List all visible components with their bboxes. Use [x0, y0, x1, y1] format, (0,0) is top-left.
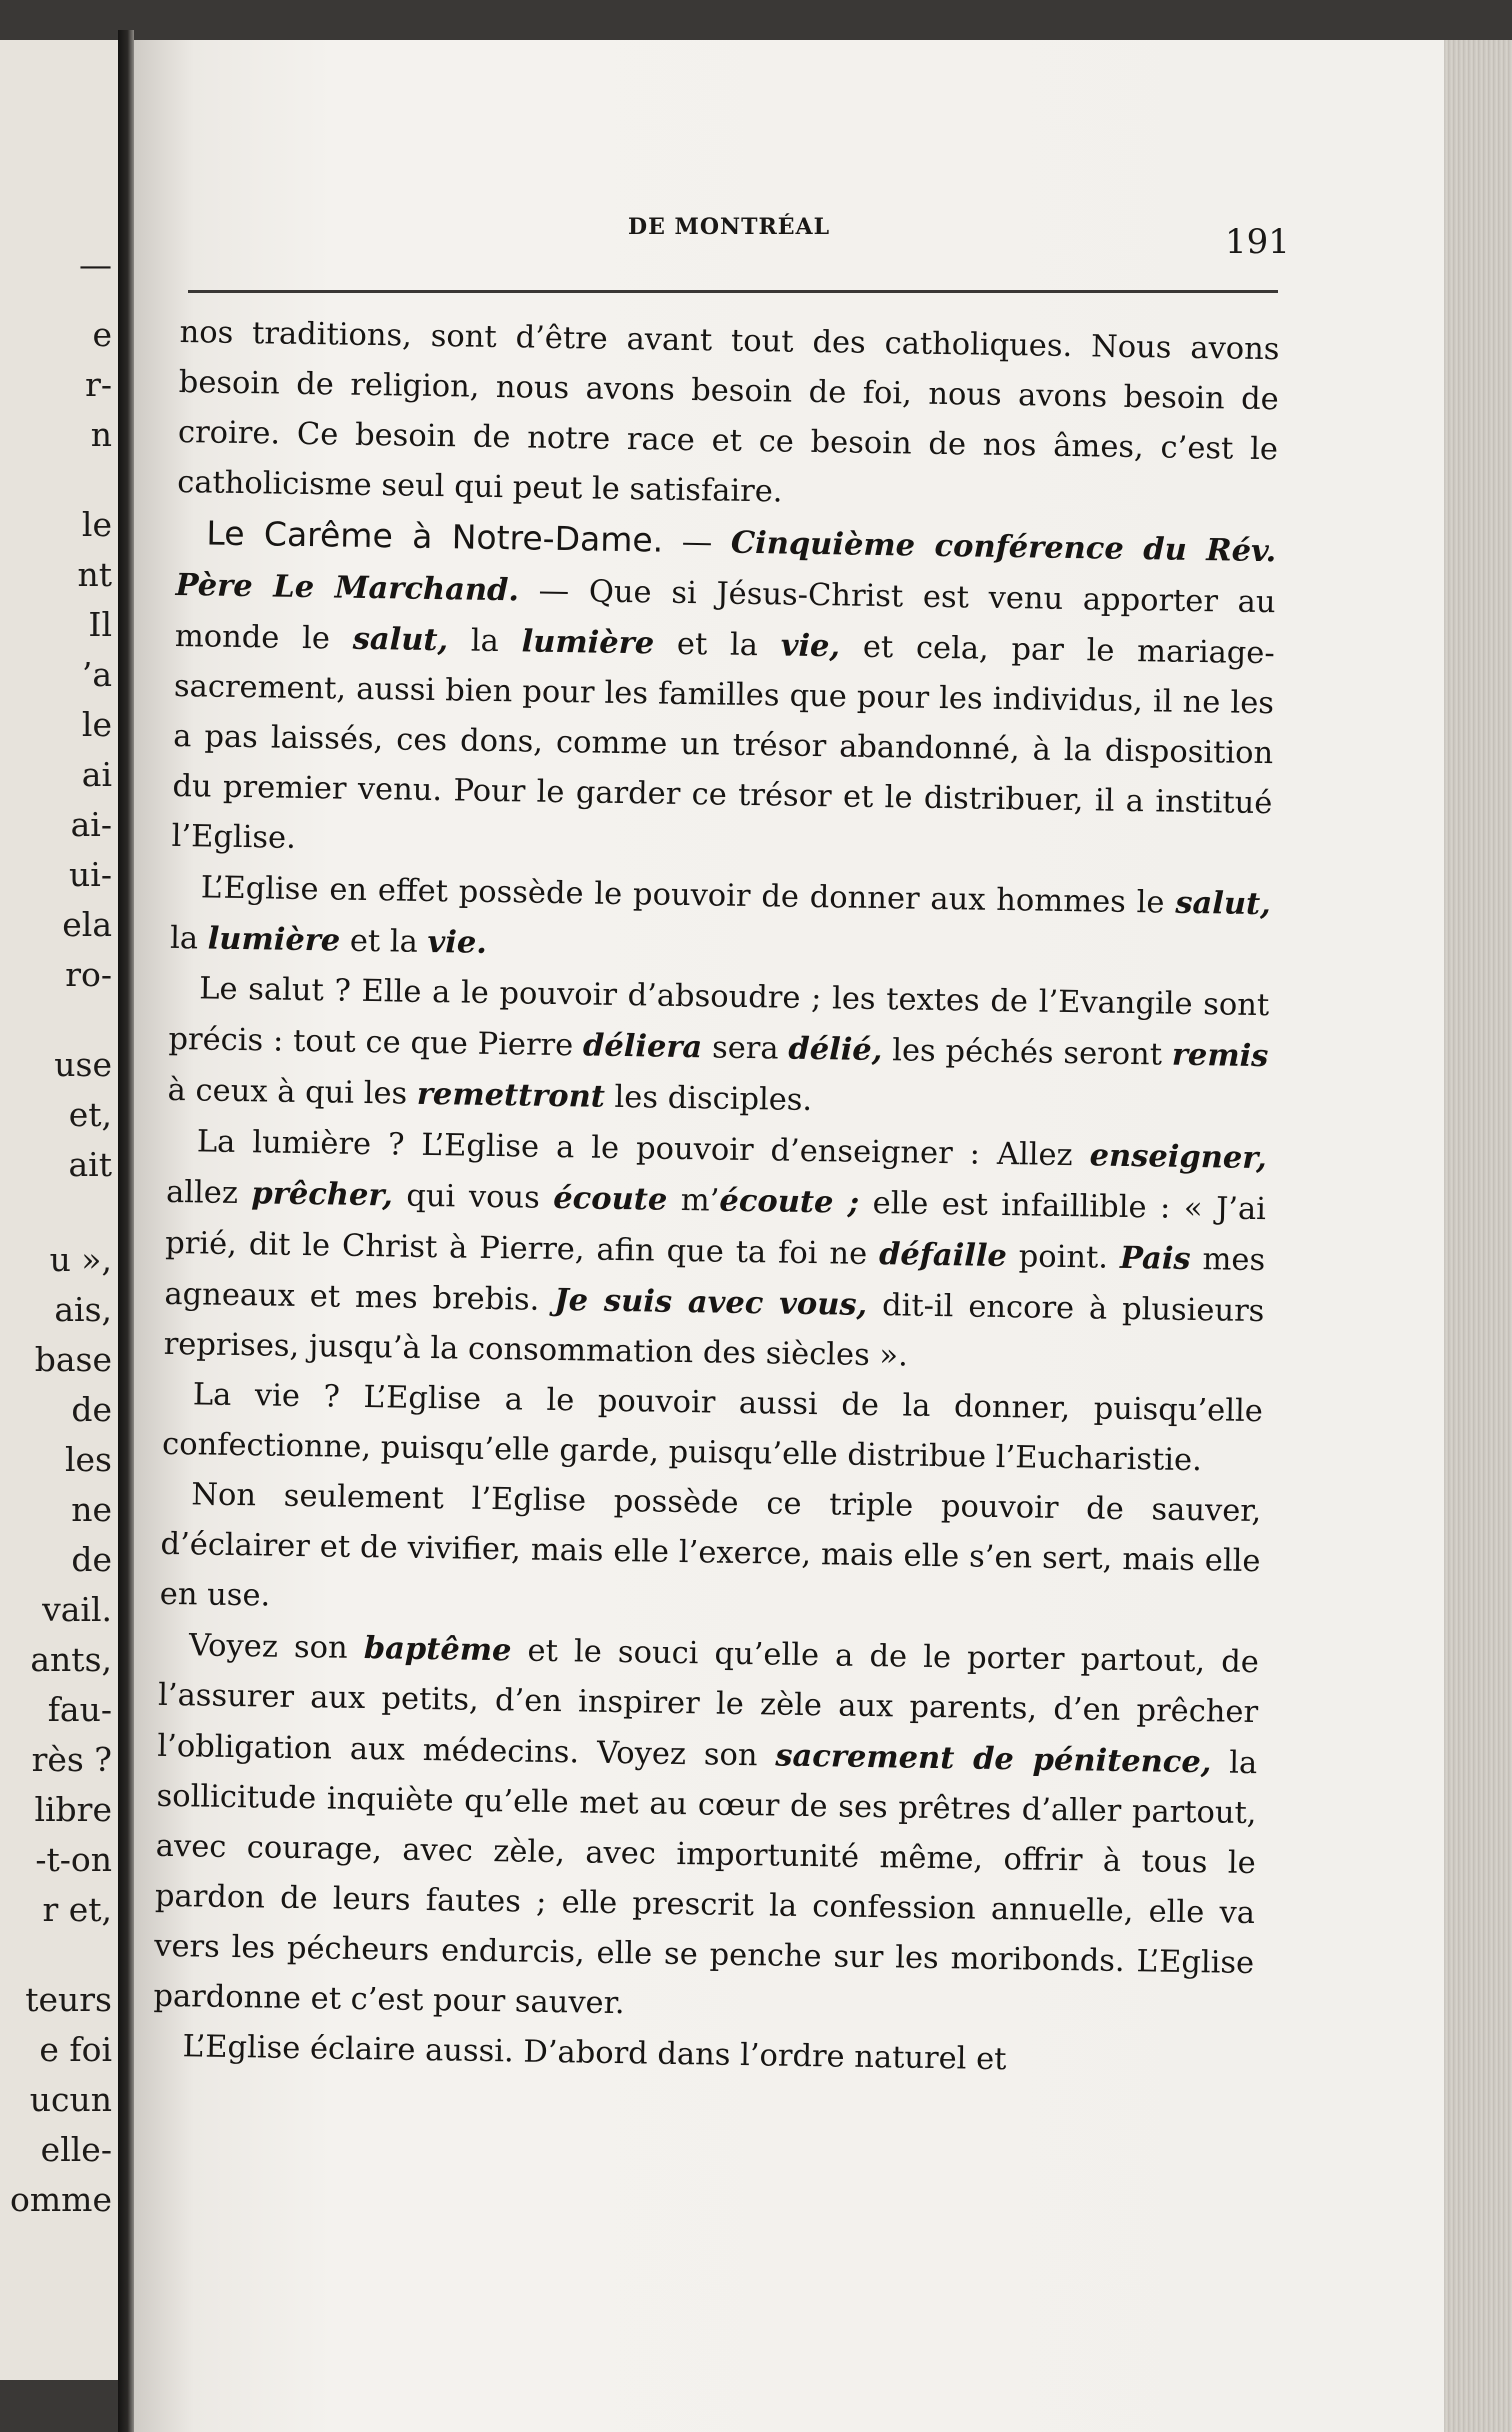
section-heading: Le Carême à Notre-Dame.	[206, 513, 664, 560]
left-page-fragment: libre	[34, 1790, 112, 1829]
left-page-fragment: ai	[81, 755, 112, 794]
left-page-fragment: ne	[71, 1490, 112, 1529]
text-run: la	[447, 623, 522, 660]
left-page-fragment: elle-	[40, 2130, 112, 2169]
page-body	[152, 308, 1280, 2089]
left-page-fragment: teurs	[25, 1980, 112, 2019]
emphasis: lumière	[207, 920, 341, 959]
left-page-fragment: ro-	[65, 955, 112, 994]
emphasis: remis	[1171, 1036, 1269, 1075]
left-page-fragment: ai-	[70, 805, 112, 844]
text-run: et la	[339, 923, 428, 960]
left-page-fragment: le	[81, 505, 112, 544]
page-edge	[1444, 40, 1512, 2432]
emphasis: enseigner,	[1089, 1137, 1268, 1177]
text-run: les disciples.	[604, 1079, 813, 1119]
left-page-fragment: ucun	[29, 2080, 112, 2119]
text-run: — Que si Jésus-Christ est venu apporter au monde le	[174, 573, 1276, 657]
left-page-fragment: de	[71, 1540, 112, 1579]
emphasis: vie.	[427, 923, 488, 961]
emphasis: Pais	[1119, 1239, 1191, 1277]
left-page-fragment: u »,	[49, 1240, 112, 1279]
text-run: la	[169, 920, 209, 957]
left-page-fragment: -t-on	[35, 1840, 112, 1879]
paragraph: La vie ? L’Eglise a le pouvoir aussi de la donner, puisqu’elle confectionne, puisqu’elle garde, puisqu’elle distribue l’Eucharistie.	[161, 1377, 1264, 1479]
emphasis: déliera	[582, 1027, 703, 1066]
text-run: L’Eglise en effet possède le pouvoir de donner aux hommes le	[200, 870, 1176, 921]
left-page-fragment: vail.	[42, 1590, 112, 1629]
text-run: allez	[165, 1174, 252, 1212]
left-page-fragment: et,	[68, 1095, 112, 1134]
left-page-fragment: e	[92, 315, 112, 354]
left-page-fragment: fau-	[47, 1690, 112, 1729]
emphasis: salut,	[1175, 884, 1272, 923]
left-page-fragment: Il	[88, 605, 112, 644]
left-page-fragment: ui-	[69, 855, 112, 894]
left-page-fragment: le	[81, 705, 112, 744]
text-run: la sollicitude inquiète qu’elle met au cœur de ses prêtres d’aller partout, avec courage, avec zèle, avec importunité même, offrir à tous le pardon de leurs fautes ; elle prescrit la confession annuelle, elle va vers les pécheurs endurcis, elle se penche sur les moribonds. L’Eglise pardonne et c’est pour sauver.	[153, 1745, 1258, 2022]
emphasis: remettront	[416, 1075, 606, 1115]
text-run: m’	[667, 1182, 720, 1219]
left-page-fragment: de	[71, 1390, 112, 1429]
paragraph	[163, 1116, 1267, 1387]
text-run: et le souci qu’elle a de le porter partout, de l’assurer aux petits, d’en inspirer le zèle aux parents, d’en prêcher l’obligation aux médecins. Voyez son	[157, 1633, 1260, 1774]
left-page-fragment: rès ?	[31, 1740, 112, 1779]
left-page-fragment: use	[54, 1045, 112, 1084]
section-paragraph	[171, 508, 1276, 879]
emphasis: salut,	[352, 620, 449, 659]
emphasis: écoute ;	[719, 1182, 860, 1221]
left-page-fragment: r et,	[42, 1890, 112, 1929]
paragraph: L’Eglise éclaire aussi. D’abord dans l’ordre naturel et	[182, 2029, 1007, 2078]
paragraph	[170, 862, 1271, 981]
page-number: 191	[1225, 222, 1290, 262]
paragraph: nos traditions, sont d’être avant tout des catholiques. Nous avons besoin de religion, nous avons besoin de foi, nous avons besoin de croire. Ce besoin de notre race et ce besoin de nos âmes, c’est le catholicisme seul qui peut le satisfaire.	[176, 314, 1280, 510]
text-run: sera	[701, 1030, 789, 1067]
text-run: dit-il encore à plusieurs reprises, jusqu’à la consommation des siècles ».	[163, 1287, 1265, 1374]
emphasis: défaille	[878, 1236, 1008, 1275]
text-run: point.	[1006, 1239, 1121, 1276]
paragraph	[153, 1620, 1259, 2039]
emphasis: baptême	[363, 1630, 512, 1669]
text-run: et la	[653, 626, 782, 664]
left-page-fragment: —	[79, 245, 112, 284]
left-page-fragment: n	[90, 415, 112, 454]
text-run: les péchés seront	[882, 1033, 1173, 1073]
text-run: mes agneaux et mes brebis.	[164, 1241, 1266, 1318]
text-run: et cela, par le mariage-sacrement, aussi bien pour les familles que pour les individus, il ne les a pas laissés, ces dons, comme un trésor abandonné, à la disposition du premier venu. Pour le garder ce trésor et le distribuer, il a institué l’Eglise.	[171, 629, 1275, 856]
left-page-fragment: base	[34, 1340, 112, 1379]
left-page-fragment: ela	[62, 905, 112, 944]
text-run: qui vous	[392, 1178, 554, 1216]
left-page-fragment: omme	[10, 2180, 112, 2219]
left-page-fragment: nt	[77, 555, 112, 594]
paragraph	[167, 964, 1269, 1133]
emphasis: délié,	[788, 1030, 883, 1069]
text-run: elle est infaillible : « J’ai prié, dit le Christ à Pierre, afin que ta foi ne	[165, 1185, 1267, 1273]
left-page	[0, 40, 118, 2380]
left-page-fragment: e foi	[39, 2030, 112, 2069]
left-page-fragment: ais,	[54, 1290, 112, 1329]
text-run: La lumière ? L’Eglise a le pouvoir d’enseigner : Allez	[196, 1124, 1090, 1174]
emphasis: prêcher,	[251, 1175, 394, 1214]
left-page-fragment: les	[64, 1440, 112, 1479]
emphasis: lumière	[521, 623, 655, 662]
paragraph: Non seulement l’Eglise possède ce triple pouvoir de sauver, d’éclairer et de vivifier, mais elle l’exerce, mais elle s’en sert, mais elle en use.	[159, 1477, 1262, 1614]
header-rule	[188, 290, 1278, 293]
text-run: Le salut ? Elle a le pouvoir d’absoudre ; les textes de l’Evangile sont précis : tout ce que Pierre	[168, 971, 1270, 1064]
emphasis: Je suis avec vous,	[553, 1282, 868, 1323]
running-header: DE MONTRÉAL	[628, 214, 831, 240]
left-page-fragment: ants,	[30, 1640, 112, 1679]
left-page-fragment: ait	[68, 1145, 112, 1184]
emphasis: vie,	[780, 627, 841, 665]
emphasis: écoute	[553, 1179, 668, 1218]
text-run: —	[662, 524, 732, 561]
text-run: Voyez son	[188, 1628, 365, 1667]
book-gutter	[118, 30, 134, 2432]
left-page-fragment: r-	[85, 365, 112, 404]
left-page-fragment: ’a	[81, 655, 112, 694]
section-subtitle: Cinquième conférence du Rév. Père Le Marchand.	[175, 524, 1277, 609]
emphasis: sacrement de pénitence,	[775, 1737, 1212, 1781]
text-run: à ceux à qui les	[167, 1072, 418, 1112]
